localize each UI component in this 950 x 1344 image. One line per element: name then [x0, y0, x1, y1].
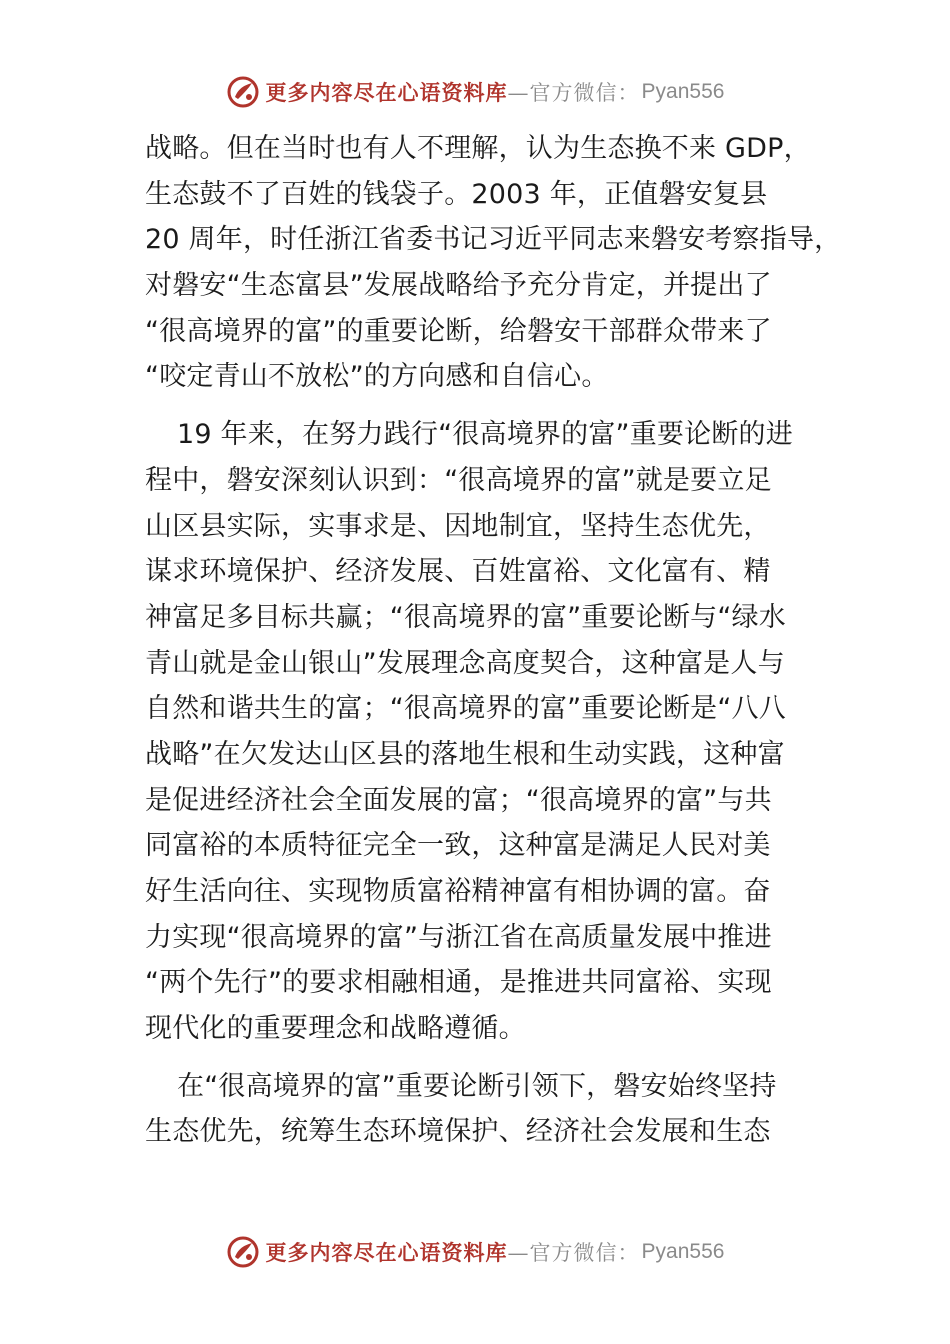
text-line: 青山就是金山银山”发展理念高度契合，这种富是人与: [145, 647, 785, 679]
text-line: 同富裕的本质特征完全一致，这种富是满足人民对美: [145, 830, 771, 862]
text-line: 程中，磐安深刻认识到：“很高境界的富”就是要立足: [145, 464, 772, 496]
text-line: 是促进经济社会全面发展的富；“很高境界的富”与共: [145, 784, 772, 816]
banner-wechat-id: Pyan556: [641, 80, 725, 103]
header-banner: [0, 72, 950, 112]
text-line: 谋求环境保护、经济发展、百姓富裕、文化富有、精: [145, 556, 771, 588]
banner-title: 更多内容尽在心语资料库: [265, 1240, 508, 1265]
text-line: 20 周年，时任浙江省委书记习近平同志来磐安考察指导，: [145, 224, 842, 256]
text-line: 自然和谐共生的富；“很高境界的富”重要论断是“八八: [145, 693, 786, 725]
text-line: 在“很高境界的富”重要论断引领下，磐安始终坚持: [177, 1070, 777, 1102]
footer-banner: [0, 1232, 950, 1272]
text-line: 战略。但在当时也有人不理解，认为生态换不来 GDP，: [145, 133, 811, 164]
banner-wechat-id: Pyan556: [641, 1240, 725, 1263]
document-body: [145, 126, 842, 1155]
text-line: 现代化的重要理念和战略遵循。: [145, 1013, 526, 1045]
banner-title: 更多内容尽在心语资料库: [265, 80, 508, 105]
text-line: 力实现“很高境界的富”与浙江省在高质量发展中推进: [145, 921, 772, 953]
paragraph: [145, 1064, 810, 1155]
logo-icon: [226, 1235, 260, 1269]
paragraph: [145, 412, 810, 1052]
text-line: 神富足多目标共赢；“很高境界的富”重要论断与“绿水: [145, 601, 786, 633]
text-line: 对磐安“生态富县”发展战略给予充分肯定，并提出了: [145, 270, 772, 302]
paragraph: [145, 126, 842, 400]
text-line: 山区县实际，实事求是、因地制宜，坚持生态优先，: [145, 510, 771, 542]
text-line: “很高境界的富”的重要论断，给磐安干部群众带来了: [145, 315, 772, 347]
text-line: 好生活向往、实现物质富裕精神富有相协调的富。奋: [145, 876, 771, 907]
text-line: “两个先行”的要求相融相通，是推进共同富裕、实现: [145, 967, 772, 999]
logo-icon: [226, 75, 260, 109]
text-line: “咬定青山不放松”的方向感和自信心。: [145, 361, 609, 393]
text-line: 19 年来，在努力践行“很高境界的富”重要论断的进: [177, 419, 793, 451]
text-line: 战略”在欠发达山区县的落地生根和生动实践，这种富: [145, 738, 785, 770]
text-line: 生态优先，统筹生态环境保护、经济社会发展和生态: [145, 1116, 771, 1148]
banner-label: —官方微信：: [507, 1241, 640, 1265]
banner-label: —官方微信：: [507, 81, 640, 105]
text-line: 生态鼓不了百姓的钱袋子。2003 年，正值磐安复县: [145, 178, 768, 210]
